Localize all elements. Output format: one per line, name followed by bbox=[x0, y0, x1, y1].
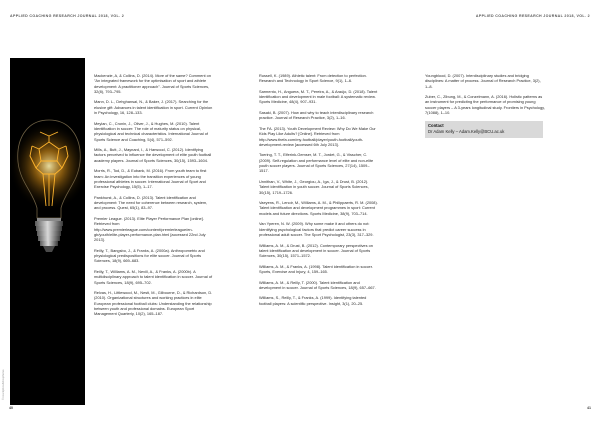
reference-entry: Premier League. (2013). Elite Player Performance Plan [online]. Retrieved from http://www.premierleague.com/content/premierleague/en-gb/youth/elite-player-performance-plan.html [accessed 22nd July 2013]. bbox=[94, 216, 206, 243]
reference-entry: Russell, K. (1989). Athletic talent: From detection to perfection. Research and Technology in Sport Science, 9(1), 1–6. bbox=[259, 73, 367, 84]
reference-entry: The FA. (2013). Youth Development Review: Why Do We Make Our Kids Play Like Adults? [Online]. Retrieved from http://www.thefa.com/my-football/player/youth-football/youth-development-review [accessed 6th July 2013]. bbox=[259, 125, 376, 147]
reference-entry: Pankhurst, A., & Collins, D. (2013). Talent identification and development: The need for coherence between research, system, and process. Quest, 65(1), 83–97. bbox=[94, 194, 208, 211]
lightbulb-photo bbox=[10, 58, 85, 405]
running-head-right: APPLIED COACHING RESEARCH JOURNAL 2018, VOL. 2 bbox=[475, 14, 590, 18]
photo-credit: © istockphoto/kristopherus bbox=[2, 369, 5, 400]
reference-entry: Morris, R., Tod, D., & Eubank, M. (2016). From youth team to first team: An investigation into the transition experiences of young professional athletes in soccer. International Journal of Sport and Exercise Psychology, 15(5), 1–17. bbox=[94, 168, 207, 190]
reference-entry: Meylan, C., Cronin, J., Oliver, J., & Hughes, M. (2010). Talent identification in soccer: The role of maturity status on physical, physiological and technical characteristics. International Journal of Sports Science and Coaching, 5(4), 571–592. bbox=[94, 120, 208, 142]
reference-entry: Williams, S., Reilly, T., & Franks, A. (1999). Identifying talented football players: A scientific perspective. Insight, 3(1), 20–25. bbox=[259, 295, 367, 306]
running-head-left: APPLIED COACHING RESEARCH JOURNAL 2018, VOL. 2 bbox=[10, 14, 125, 18]
reference-entry: Sarmento, H., Anguera, M. T., Pereira, A., & Araújo, D. (2018). Talent identification and development in male football: A systematic review. Sports Medicine, 48(4), 907–931. bbox=[259, 88, 378, 105]
references-column-2 bbox=[259, 73, 379, 311]
reference-entry: Relvas, H., Littlewood, M., Nesti, M., Gilbourne, D., & Richardson, D. (2010). Organizational structures and working practices in elite European professional football clubs: Understanding the relationship between youth and professional domains. European Sport Management Quarterly, 10(2), 165–187. bbox=[94, 290, 213, 317]
contact-email[interactable]: Dr Adam Kelly – Adam.Kelly@BCU.ac.uk bbox=[428, 128, 505, 134]
page-number-right: 41 bbox=[587, 406, 591, 410]
references-column-1 bbox=[94, 73, 214, 322]
reference-entry: Williams, A. M., & Drust, B. (2012). Contemporary perspectives on talent identification and development in soccer. Journal of Sports Sciences, 30(15), 1571–1572. bbox=[259, 242, 373, 259]
reference-entry: Vaeyens, R., Lenoir, M., Williams, A. M., & Philippaerts, R. M. (2008). Talent identification and development programmes in sport: Current models and future directions. Sports Medicine, 38(9), 703–714. bbox=[259, 200, 378, 216]
references-column-3 bbox=[425, 73, 545, 138]
reference-entry: Reilly, T., Bangsbo, J., & Franks, A. (2000a). Anthropometric and physiological predispositions for elite soccer. Journal of Sports Sciences, 18(9), 669–683. bbox=[94, 247, 205, 264]
reference-entry: Unnithan, V., White, J., Georgiou, A., Iga, J., & Drust, B. (2012). Talent identification in youth soccer. Journal of Sports Sciences, 30(15), 1719–1726. bbox=[259, 178, 369, 195]
page-number-left: 40 bbox=[9, 406, 13, 410]
reference-entry: Toering, T. T., Elferink-Gemser, M. T., Jordet, G., & Visscher, C. (2009). Self-regulation and performance level of elite and non-elite youth soccer players. Journal of Sports Sciences, 27(14), 1509–1517. bbox=[259, 152, 374, 174]
reference-entry: Van Yperen, N. W. (2009). Why some make it and others do not: Identifying psychological factors that predict career success in professional adult soccer. The Sport Psychologist, 23(3), 317–329. bbox=[259, 221, 374, 237]
contact-title: Contact bbox=[428, 122, 444, 128]
reference-entry: Mackenzie, A, & Collins, D. (2014). More of the same? Comment on "An integrated framework for the optimisation of sport and athlete development: A practitioner approach". Journal of Sports Sciences, 32(8), 793–795. bbox=[94, 73, 211, 94]
reference-entry: Williams, A. M., & Reilly, T. (2000). Talent identification and development in soccer. Journal of Sports Sciences, 18(9), 657–667. bbox=[259, 279, 376, 290]
reference-entry: Mills, A., Butt, J., Maynard, I., & Harwood, C. (2012). Identifying factors perceived to influence the development of elite youth football academy players. Journal of Sports Sciences, 30(15), 1593–1604. bbox=[94, 147, 212, 163]
reference-entry: Zuber, C., Zibung, M., & Conzelmann, A. (2016). Holistic patterns as an instrument for predicting the performance of promising young soccer players – A 3-years longitudinal study. Frontiers in Psychology, 7(1088), 1–10. bbox=[425, 94, 545, 116]
reference-entry: Sasaki, B. (2007). How and why to teach interdisciplinary research practice. Journal of Research Practice, 3(2), 1–16. bbox=[259, 110, 374, 121]
reference-entry: Reilly, T., Williams, A. M., Nevill, A., & Franks, A. (2000b). A multidisciplinary approach to talent identification in soccer. Journal of Sports Sciences, 18(9), 695–702. bbox=[94, 268, 213, 285]
lightbulb-icon bbox=[10, 58, 85, 405]
contact-box bbox=[425, 121, 543, 138]
reference-entry: Williams, A. M., & Franks, A. (1998). Talent identification in soccer. Sports, Exercise and Injury, 4, 159–165. bbox=[259, 263, 373, 274]
reference-entry: Mann, D. L., Dehghansai, N., & Baker, J. (2017). Searching for the elusive gift: Advances in talent identification in sport. Current Opinion in Psychology, 16, 128–133. bbox=[94, 99, 213, 116]
reference-entry: Youngblood, D. (2007). Interdisciplinary studies and bridging disciplines: A matter of process. Journal of Research Practice, 3(2), 1–8. bbox=[425, 73, 541, 89]
